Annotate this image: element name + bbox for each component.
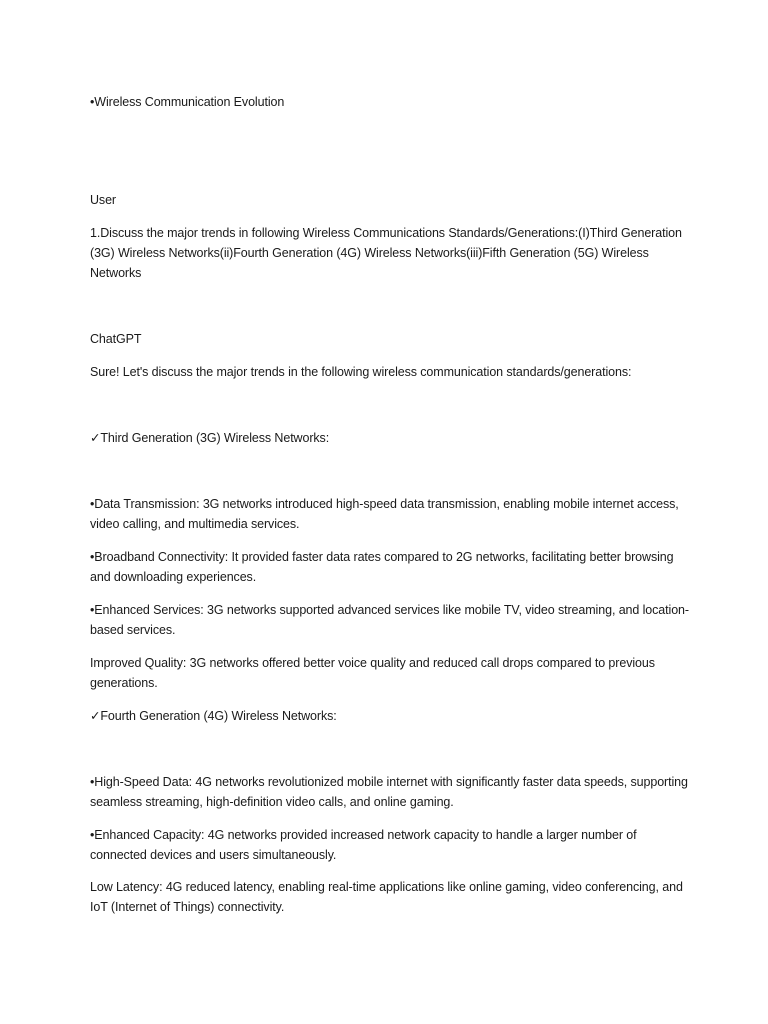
section-3g-item-broadband-connectivity: •Broadband Connectivity: It provided faster data rates compared to 2G networks, facilitating better browsing and downloading experiences.	[90, 550, 674, 584]
section-4g-heading: ✓Fourth Generation (4G) Wireless Networks:	[90, 709, 337, 723]
section-3g-heading: ✓Third Generation (3G) Wireless Networks:	[90, 431, 330, 445]
user-question: 1.Discuss the major trends in following Wireless Communications Standards/Generations:(I)Third Generation (3G) Wireless Networks(ii)Fourth Generation (4G) Wireless Networks(iii)Fifth Generation (5G) Wireless Networks	[90, 226, 682, 280]
section-4g-item-low-latency: Low Latency: 4G reduced latency, enabling real-time applications like online gaming, video conferencing, and IoT (Internet of Things) connectivity.	[90, 880, 683, 914]
assistant-intro: Sure! Let's discuss the major trends in the following wireless communication standards/generations:	[90, 365, 632, 379]
section-4g-item-enhanced-capacity: •Enhanced Capacity: 4G networks provided increased network capacity to handle a larger number of connected devices and users simultaneously.	[90, 828, 637, 862]
section-3g-item-enhanced-services: •Enhanced Services: 3G networks supported advanced services like mobile TV, video streaming, and location-based services.	[90, 603, 689, 637]
section-4g-item-high-speed-data: •High-Speed Data: 4G networks revolutionized mobile internet with significantly faster data speeds, supporting seamless streaming, high-definition video calls, and online gaming.	[90, 775, 688, 809]
document-title: •Wireless Communication Evolution	[90, 95, 285, 109]
assistant-label: ChatGPT	[90, 332, 142, 346]
section-3g-item-data-transmission: •Data Transmission: 3G networks introduced high-speed data transmission, enabling mobile internet access, video calling, and multimedia services.	[90, 497, 679, 531]
user-label: User	[90, 193, 116, 207]
section-3g-item-improved-quality: Improved Quality: 3G networks offered better voice quality and reduced call drops compared to previous generations.	[90, 656, 655, 690]
